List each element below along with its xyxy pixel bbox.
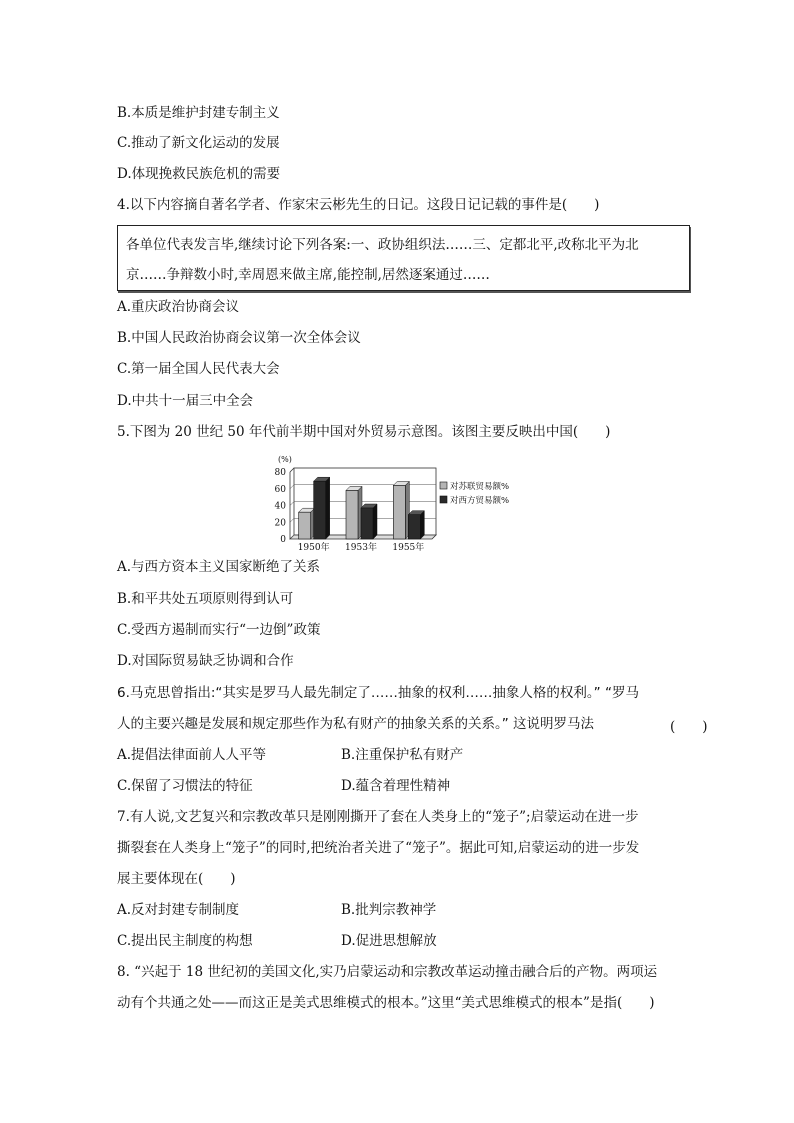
y-tick-label: 0 bbox=[280, 535, 286, 545]
q6-stem-line-1: 6.马克思曾指出:“其实是罗马人最先制定了……抽象的权利……抽象人格的权利。” “罗马 bbox=[117, 685, 639, 701]
q4-option-c: C.第一届全国人民代表大会 bbox=[117, 361, 280, 377]
q5-option-c: C.受西方遏制而实行“一边倒”政策 bbox=[117, 622, 321, 638]
legend-swatch bbox=[440, 482, 447, 489]
q6-option-b: B.注重保护私有财产 bbox=[341, 747, 464, 763]
q6-stem-line-2: 人的主要兴趣是发展和规定那些作为私有财产的抽象关系的关系。” 这说明罗马法 bbox=[117, 716, 595, 732]
q5-option-a: A.与西方资本主义国家断绝了关系 bbox=[117, 559, 321, 575]
q6-option-c: C.保留了习惯法的特征 bbox=[117, 778, 253, 794]
x-tick-label: 1953年 bbox=[345, 543, 377, 553]
q7-stem-line-1: 7.有人说,文艺复兴和宗教改革只是刚刚撕开了套在人类身上的“笼子”;启蒙运动在进一步 bbox=[117, 809, 639, 825]
q4-option-b: B.中国人民政治协商会议第一次全体会议 bbox=[117, 330, 361, 346]
q7-option-b: B.批判宗教神学 bbox=[341, 902, 437, 918]
q7-stem-line-2: 撕裂套在人类身上“笼子”的同时,把统治者关进了“笼子”。据此可知,启蒙运动的进一步发 bbox=[117, 840, 640, 856]
bar-1-0 bbox=[346, 490, 358, 539]
bar-side bbox=[326, 477, 330, 539]
chart-bars bbox=[299, 477, 425, 539]
q7-option-c: C.提出民主制度的构想 bbox=[117, 933, 253, 949]
legend-label: 对苏联贸易额% bbox=[450, 482, 510, 492]
q6-answer-paren: ( ) bbox=[670, 719, 708, 735]
q4-quote-line-1: 各单位代表发言毕,继续讨论下列各案:一、政协组织法……三、定都北平,改称北平为北 bbox=[126, 237, 639, 253]
trade-bar-chart bbox=[268, 448, 538, 558]
q4-option-d: D.中共十一届三中全会 bbox=[117, 393, 254, 409]
q7-stem-line-3: 展主要体现在( ) bbox=[117, 871, 236, 887]
y-unit-label: (%) bbox=[278, 455, 292, 464]
x-tick-label: 1955年 bbox=[392, 543, 425, 553]
bar-2-0 bbox=[393, 485, 405, 539]
legend-swatch bbox=[440, 496, 447, 503]
q5-stem: 5.下图为 20 世纪 50 年代前半期中国对外贸易示意图。该图主要反映出中国( ) bbox=[117, 424, 611, 440]
bar-side bbox=[420, 511, 424, 539]
chart-legend bbox=[438, 480, 536, 510]
y-tick-label: 20 bbox=[274, 518, 286, 529]
x-tick-label: 1950年 bbox=[297, 543, 330, 553]
chart-y-axis-edge bbox=[290, 468, 294, 472]
bar-1-1 bbox=[361, 508, 373, 539]
q6-option-d: D.蕴含着理性精神 bbox=[341, 778, 451, 794]
q5-option-b: B.和平共处五项原则得到认可 bbox=[117, 591, 294, 607]
chart-gridline-edge bbox=[290, 485, 294, 489]
y-tick-label: 80 bbox=[274, 468, 286, 478]
y-tick-label: 40 bbox=[274, 501, 286, 512]
q8-stem-line-2: 动有个共通之处——而这正是美式思维模式的根本。”这里“美式思维模式的根本”是指( ) bbox=[117, 995, 655, 1011]
bar-2-1 bbox=[408, 515, 420, 539]
q3-option-b: B.本质是维护封建专制主义 bbox=[117, 105, 280, 121]
q3-option-d: D.体现挽救民族危机的需要 bbox=[117, 166, 281, 182]
bar-0-0 bbox=[299, 512, 311, 539]
y-tick-label: 60 bbox=[274, 484, 286, 495]
q3-option-c: C.推动了新文化运动的发展 bbox=[117, 135, 280, 151]
q7-option-d: D.促进思想解放 bbox=[341, 933, 437, 949]
q5-option-d: D.对国际贸易缺乏协调和合作 bbox=[117, 653, 294, 669]
chart-gridline-edge bbox=[290, 502, 294, 506]
legend-label: 对西方贸易额% bbox=[450, 496, 510, 506]
q8-stem-line-1: 8. “兴起于 18 世纪初的美国文化,实乃启蒙运动和宗教改革运动撞击融合后的产物。两项运 bbox=[117, 964, 658, 980]
q6-option-a: A.提倡法律面前人人平等 bbox=[117, 747, 267, 763]
chart-gridline-edge bbox=[290, 518, 294, 522]
bar-0-1 bbox=[314, 481, 326, 539]
q7-option-a: A.反对封建专制制度 bbox=[117, 902, 240, 918]
q4-option-a: A.重庆政治协商会议 bbox=[117, 299, 240, 315]
q4-quote-line-2: 京……争辩数小时,幸周恩来做主席,能控制,居然逐案通过…… bbox=[126, 267, 490, 283]
bar-side bbox=[373, 504, 377, 539]
q4-stem: 4.以下内容摘自著名学者、作家宋云彬先生的日记。这段日记记载的事件是( ) bbox=[117, 197, 600, 213]
q4-quote-box bbox=[117, 225, 690, 291]
